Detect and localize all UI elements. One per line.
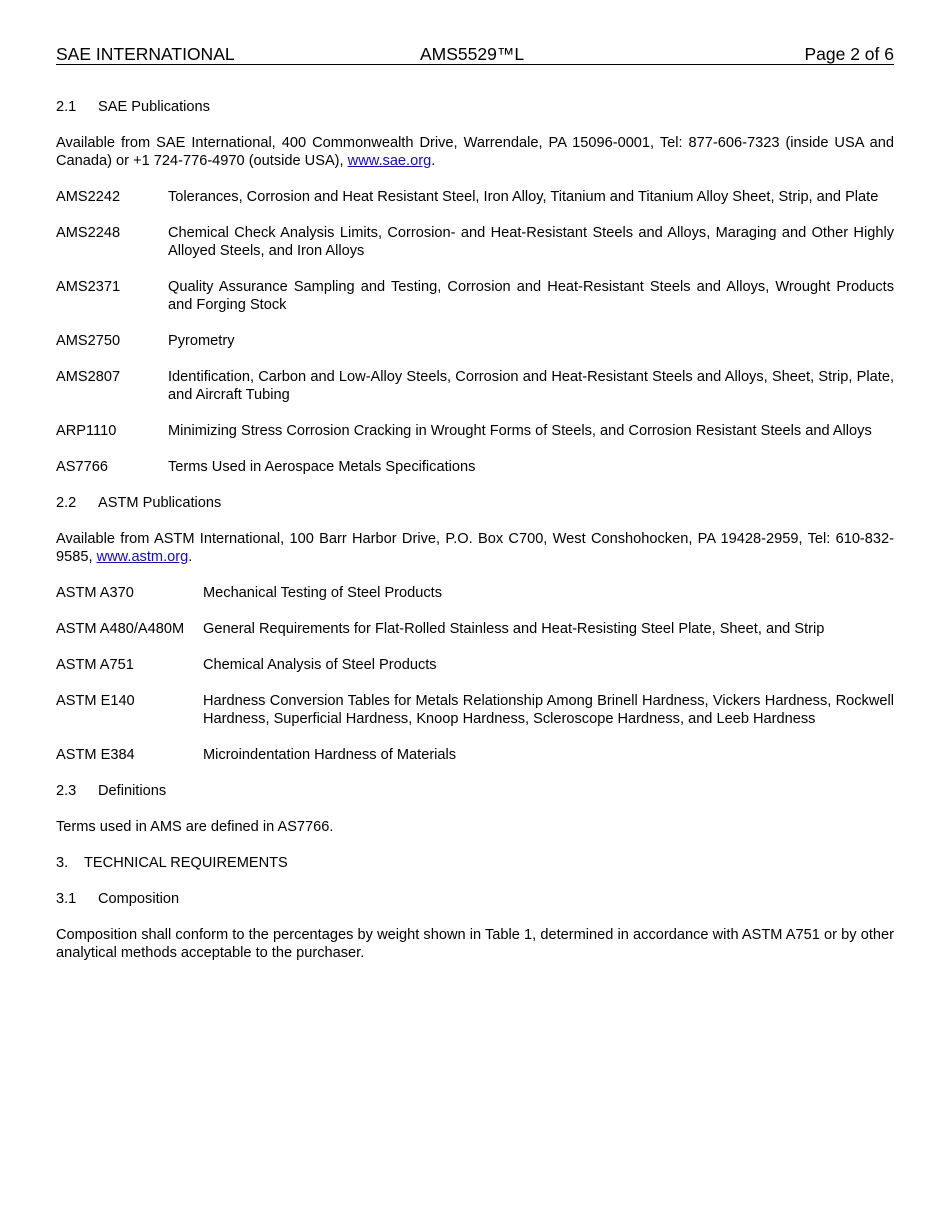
sae-website-link[interactable]: www.sae.org	[347, 153, 432, 169]
page-header	[56, 44, 894, 65]
reference-item: AMS2750 Pyrometry	[56, 333, 235, 349]
section-2-3-heading: 2.3 Definitions	[56, 783, 167, 799]
reference-item: AMS2242 Tolerances, Corrosion and Heat Resistant Steel, Iron Alloy, Titanium and Titanium Alloy Sheet, Strip, and Plate	[56, 189, 879, 205]
sae-availability-paragraph: Available from SAE International, 400 Commonwealth Drive, Warrendale, PA 15096-0001, Tel: 877-606-7323 (inside USA and Canada) or +1 724-776-4970 (outside USA), www.sae.org.	[56, 135, 894, 169]
reference-item: ASTM E140 Hardness Conversion Tables for Metals Relationship Among Brinell Hardness, Vickers Hardness, Rockwell Hardness, Superficial Hardness, Knoop Hardness, Scleroscope Hardness, and Leeb Hardness	[56, 693, 894, 727]
reference-item: ASTM A370 Mechanical Testing of Steel Products	[56, 585, 443, 601]
header-page-number: Page 2 of 6	[804, 44, 894, 64]
header-doc-number: AMS5529™L	[420, 44, 525, 64]
reference-item: ASTM E384 Microindentation Hardness of Materials	[56, 747, 457, 763]
section-3-1-heading: 3.1 Composition	[56, 891, 180, 907]
reference-item: AMS2807 Identification, Carbon and Low-Alloy Steels, Corrosion and Heat-Resistant Steels and Alloys, Sheet, Strip, Plate, and Aircraft Tubing	[56, 369, 894, 403]
definitions-paragraph: Terms used in AMS are defined in AS7766.	[56, 819, 334, 835]
header-org: SAE INTERNATIONAL	[56, 44, 235, 64]
astm-availability-paragraph: Available from ASTM International, 100 Barr Harbor Drive, P.O. Box C700, West Conshohocken, PA 19428-2959, Tel: 610-832-9585, www.astm.org.	[56, 531, 894, 565]
section-2-1-heading: 2.1 SAE Publications	[56, 99, 210, 115]
section-2-2-heading: 2.2 ASTM Publications	[56, 495, 222, 511]
composition-paragraph: Composition shall conform to the percentages by weight shown in Table 1, determined in accordance with ASTM A751 or by other analytical methods acceptable to the purchaser.	[56, 927, 894, 961]
reference-item: ASTM A480/A480M General Requirements for Flat-Rolled Stainless and Heat-Resisting Steel Plate, Sheet, and Strip	[56, 621, 825, 637]
reference-item: AMS2371 Quality Assurance Sampling and Testing, Corrosion and Heat-Resistant Steels and Alloys, Wrought Products and Forging Stock	[56, 279, 894, 313]
reference-item: AS7766 Terms Used in Aerospace Metals Specifications	[56, 459, 476, 475]
section-3-heading: 3. TECHNICAL REQUIREMENTS	[56, 855, 288, 871]
astm-website-link[interactable]: www.astm.org	[96, 549, 189, 565]
document-body	[56, 98, 894, 980]
reference-item: ASTM A751 Chemical Analysis of Steel Products	[56, 657, 437, 673]
reference-item: ARP1110 Minimizing Stress Corrosion Cracking in Wrought Forms of Steels, and Corrosion Resistant Steels and Alloys	[56, 423, 872, 439]
reference-item: AMS2248 Chemical Check Analysis Limits, Corrosion- and Heat-Resistant Steels and Alloys, Maraging and Other Highly Alloyed Steels, and Iron Alloys	[56, 225, 894, 259]
